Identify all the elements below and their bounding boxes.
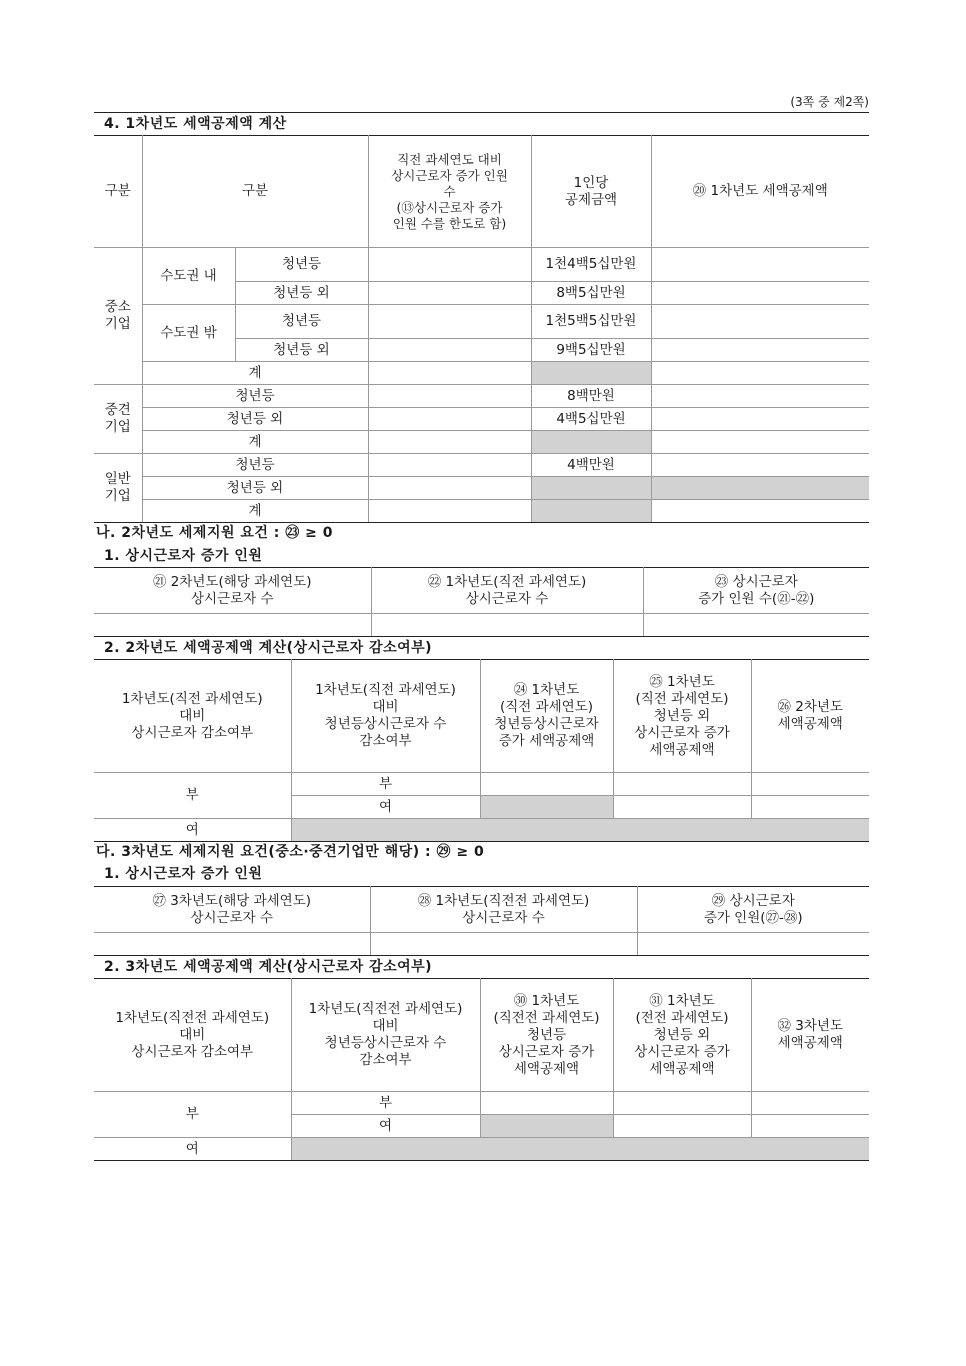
sme-total-label: 계 [142, 362, 368, 385]
input-cell[interactable] [368, 385, 531, 408]
header-increase-count: 직전 과세연도 대비 상시근로자 증가 인원 수 (⑬상시근로자 증가 인원 수를 한도로 함) [368, 136, 531, 248]
header-3rd-year-credit: ㉜ 3차년도 세액공제액 [751, 979, 869, 1092]
shaded-cell [531, 362, 651, 385]
youth-label: 청년등 [142, 385, 368, 408]
input-cell[interactable] [613, 773, 751, 796]
input-cell[interactable] [368, 305, 531, 339]
input-cell[interactable] [751, 1092, 869, 1115]
input-cell[interactable] [368, 454, 531, 477]
amount-cell: 1천5백5십만원 [531, 305, 651, 339]
header-gubun: 구분 [94, 136, 142, 248]
general-total-label: 계 [142, 500, 368, 523]
header-increase: ㉙ 상시근로자 증가 인원(㉗-㉘) [637, 887, 869, 933]
section-na-sub2: 2. 2차년도 세액공제액 계산(상시근로자 감소여부) [104, 640, 433, 656]
input-cell[interactable] [613, 1115, 751, 1138]
non-youth-label: 청년등 외 [142, 408, 368, 431]
input-cell[interactable] [368, 362, 531, 385]
input-cell[interactable] [643, 614, 869, 637]
amount-cell: 9백5십만원 [531, 339, 651, 362]
input-cell[interactable] [651, 282, 869, 305]
input-cell[interactable] [651, 362, 869, 385]
input-cell[interactable] [368, 408, 531, 431]
header-decrease: 1차년도(직전전 과세연도) 대비 상시근로자 감소여부 [94, 979, 291, 1092]
sme-label: 중소 기업 [94, 248, 142, 385]
header-first-year-credit: ⑳ 1차년도 세액공제액 [651, 136, 869, 248]
youth-decrease-no: 부 [291, 773, 480, 796]
youth-label: 청년등 [235, 248, 368, 282]
input-cell[interactable] [651, 339, 869, 362]
input-cell[interactable] [480, 773, 613, 796]
shaded-cell [531, 500, 651, 523]
mid-total-label: 계 [142, 431, 368, 454]
input-cell[interactable] [480, 1092, 613, 1115]
input-cell[interactable] [368, 431, 531, 454]
input-cell[interactable] [368, 248, 531, 282]
capital-in-label: 수도권 내 [142, 248, 235, 305]
decrease-no-label: 부 [94, 1092, 291, 1138]
input-cell[interactable] [651, 408, 869, 431]
amount-cell: 8백5십만원 [531, 282, 651, 305]
header-2nd-year-credit: ㉖ 2차년도 세액공제액 [751, 660, 869, 773]
first-year-credit-table [94, 135, 869, 523]
input-cell[interactable] [637, 933, 869, 956]
youth-decrease-yes: 여 [291, 796, 480, 819]
mid-label: 중견 기업 [94, 385, 142, 454]
shaded-cell [531, 477, 651, 500]
input-cell[interactable] [613, 796, 751, 819]
header-1st-year-count: ㉒ 1차년도(직전 과세연도) 상시근로자 수 [371, 568, 643, 614]
input-cell[interactable] [751, 796, 869, 819]
header-youth-decrease: 1차년도(직전전 과세연도) 대비 청년등상시근로자 수 감소여부 [291, 979, 480, 1092]
header-non-youth-credit: ㉛ 1차년도 (전전 과세연도) 청년등 외 상시근로자 증가 세액공제액 [613, 979, 751, 1092]
header-gubun-detail: 구분 [142, 136, 368, 248]
header-2nd-year-count: ㉑ 2차년도(해당 과세연도) 상시근로자 수 [94, 568, 371, 614]
header-increase: ㉓ 상시근로자 증가 인원 수(㉑-㉒) [643, 568, 869, 614]
shaded-cell [651, 477, 869, 500]
amount-cell: 8백만원 [531, 385, 651, 408]
input-cell[interactable] [651, 454, 869, 477]
input-cell[interactable] [368, 477, 531, 500]
decrease-no-label: 부 [94, 773, 291, 819]
amount-cell: 1천4백5십만원 [531, 248, 651, 282]
section-4-title: 4. 1차년도 세액공제액 계산 [104, 116, 287, 132]
section-da-title: 다. 3차년도 세제지원 요건(중소·중견기업만 해당) : ㉙ ≥ 0 [96, 844, 485, 860]
input-cell[interactable] [94, 614, 371, 637]
second-year-credit-table [94, 659, 869, 842]
input-cell[interactable] [368, 282, 531, 305]
header-1st-year-count: ㉘ 1차년도(직전전 과세연도) 상시근로자 수 [370, 887, 637, 933]
decrease-yes-label: 여 [94, 819, 291, 842]
amount-cell: 4백만원 [531, 454, 651, 477]
section-da-sub2: 2. 3차년도 세액공제액 계산(상시근로자 감소여부) [104, 959, 433, 975]
capital-out-label: 수도권 밖 [142, 305, 235, 362]
non-youth-label: 청년등 외 [142, 477, 368, 500]
shaded-cell [480, 796, 613, 819]
input-cell[interactable] [94, 933, 370, 956]
header-youth-decrease: 1차년도(직전 과세연도) 대비 청년등상시근로자 수 감소여부 [291, 660, 480, 773]
input-cell[interactable] [371, 614, 643, 637]
general-label: 일반 기업 [94, 454, 142, 523]
input-cell[interactable] [613, 1092, 751, 1115]
youth-label: 청년등 [142, 454, 368, 477]
third-year-credit-table [94, 978, 869, 1161]
input-cell[interactable] [651, 500, 869, 523]
shaded-cell [291, 1138, 869, 1161]
input-cell[interactable] [751, 773, 869, 796]
input-cell[interactable] [651, 431, 869, 454]
input-cell[interactable] [368, 500, 531, 523]
shaded-cell [480, 1115, 613, 1138]
third-year-increase-table [94, 886, 869, 956]
youth-decrease-yes: 여 [291, 1115, 480, 1138]
page-number: (3쪽 중 제2쪽) [790, 95, 869, 109]
shaded-cell [291, 819, 869, 842]
header-non-youth-credit: ㉕ 1차년도 (직전 과세연도) 청년등 외 상시근로자 증가 세액공제액 [613, 660, 751, 773]
youth-decrease-no: 부 [291, 1092, 480, 1115]
non-youth-label: 청년등 외 [235, 282, 368, 305]
input-cell[interactable] [651, 248, 869, 282]
shaded-cell [531, 431, 651, 454]
non-youth-label: 청년등 외 [235, 339, 368, 362]
input-cell[interactable] [651, 385, 869, 408]
header-youth-credit: ㉚ 1차년도 (직전전 과세연도) 청년등 상시근로자 증가 세액공제액 [480, 979, 613, 1092]
input-cell[interactable] [651, 305, 869, 339]
header-per-person-amount: 1인당 공제금액 [531, 136, 651, 248]
input-cell[interactable] [368, 339, 531, 362]
youth-label: 청년등 [235, 305, 368, 339]
second-year-increase-table [94, 567, 869, 637]
header-3rd-year-count: ㉗ 3차년도(해당 과세연도) 상시근로자 수 [94, 887, 370, 933]
input-cell[interactable] [751, 1115, 869, 1138]
amount-cell: 4백5십만원 [531, 408, 651, 431]
header-youth-credit: ㉔ 1차년도 (직전 과세연도) 청년등상시근로자 증가 세액공제액 [480, 660, 613, 773]
header-decrease: 1차년도(직전 과세연도) 대비 상시근로자 감소여부 [94, 660, 291, 773]
section-na-sub1: 1. 상시근로자 증가 인원 [104, 548, 263, 564]
decrease-yes-label: 여 [94, 1138, 291, 1161]
section-da-sub1: 1. 상시근로자 증가 인원 [104, 866, 263, 882]
input-cell[interactable] [370, 933, 637, 956]
section-na-title: 나. 2차년도 세제지원 요건 : ㉓ ≥ 0 [96, 525, 333, 541]
